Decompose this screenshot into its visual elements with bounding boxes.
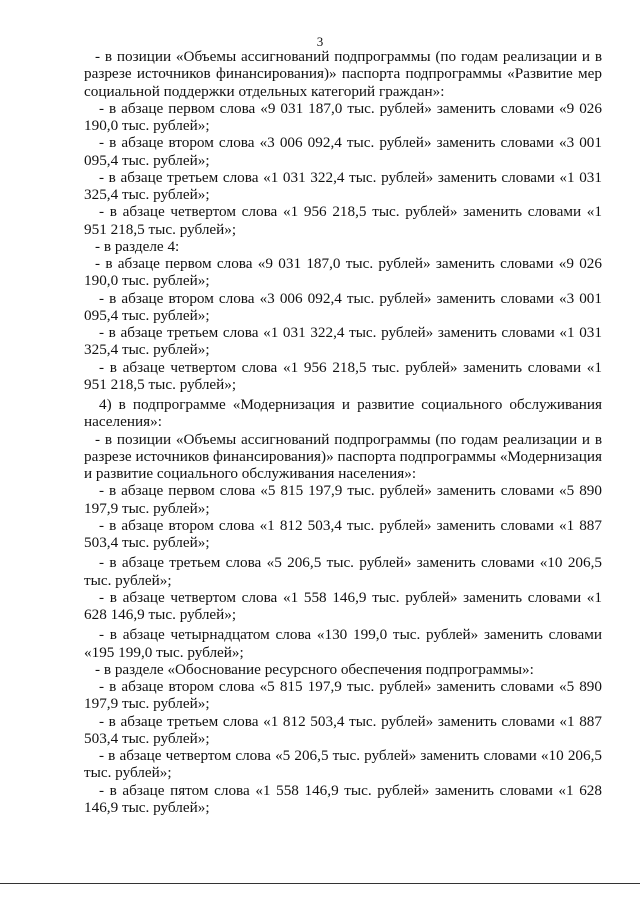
paragraph: - в абзаце четвертом слова «1 956 218,5 тыс. рублей» заменить словами «1 951 218,5 тыс. рублей»; [84,203,602,238]
paragraph: - в абзаце втором слова «1 812 503,4 тыс. рублей» заменить словами «1 887 503,4 тыс. рублей»; [84,516,602,551]
paragraph: - в абзаце втором слова «5 815 197,9 тыс. рублей» заменить словами «5 890 197,9 тыс. рублей»; [84,678,602,713]
paragraph: - в абзаце первом слова «5 815 197,9 тыс. рублей» заменить словами «5 890 197,9 тыс. рублей»; [84,482,602,517]
paragraph: - в абзаце пятом слова «1 558 146,9 тыс. рублей» заменить словами «1 628 146,9 тыс. рублей»; [84,781,602,816]
document-body [84,48,602,816]
paragraph: - в абзаце первом слова «9 031 187,0 тыс. рублей» заменить словами «9 026 190,0 тыс. рублей»; [84,99,602,134]
paragraph: - в позиции «Объемы ассигнований подпрограммы (по годам реализации и в разрезе источников финансирования)» паспорта подпрограммы «Развитие мер социальной поддержки отдельных категорий граждан»: [84,48,602,100]
paragraph: - в абзаце втором слова «3 006 092,4 тыс. рублей» заменить словами «3 001 095,4 тыс. рублей»; [84,134,602,169]
paragraph: - в позиции «Объемы ассигнований подпрограммы (по годам реализации и в разрезе источников финансирования)» паспорта подпрограммы «Модернизация и развитие социального обслуживания населения»: [84,430,602,482]
paragraph: - в абзаце первом слова «9 031 187,0 тыс. рублей» заменить словами «9 026 190,0 тыс. рублей»; [84,255,602,290]
paragraph: - в абзаце четвертом слова «1 956 218,5 тыс. рублей» заменить словами «1 951 218,5 тыс. рублей»; [84,358,602,393]
paragraph: - в разделе 4: [95,237,180,255]
paragraph: - в абзаце третьем слова «5 206,5 тыс. рублей» заменить словами «10 206,5 тыс. рублей»; [84,554,602,589]
paragraph: - в абзаце четвертом слова «5 206,5 тыс. рублей» заменить словами «10 206,5 тыс. рублей»; [84,747,602,782]
paragraph: - в абзаце четырнадцатом слова «130 199,0 тыс. рублей» заменить словами «195 199,0 тыс. рублей»; [84,626,602,661]
page-number: 3 [316,34,324,49]
paragraph: 4) в подпрограмме «Модернизация и развитие социального обслуживания населения»: [84,396,602,431]
paragraph: - в абзаце третьем слова «1 031 322,4 тыс. рублей» заменить словами «1 031 325,4 тыс. рублей»; [84,324,602,359]
paragraph: - в абзаце четвертом слова «1 558 146,9 тыс. рублей» заменить словами «1 628 146,9 тыс. рублей»; [84,588,602,623]
paragraph: - в абзаце третьем слова «1 812 503,4 тыс. рублей» заменить словами «1 887 503,4 тыс. рублей»; [84,712,602,747]
paragraph: - в разделе «Обоснование ресурсного обеспечения подпрограммы»: [95,660,534,678]
paragraph: - в абзаце втором слова «3 006 092,4 тыс. рублей» заменить словами «3 001 095,4 тыс. рублей»; [84,289,602,324]
footer-divider [0,883,640,884]
paragraph: - в абзаце третьем слова «1 031 322,4 тыс. рублей» заменить словами «1 031 325,4 тыс. рублей»; [84,168,602,203]
